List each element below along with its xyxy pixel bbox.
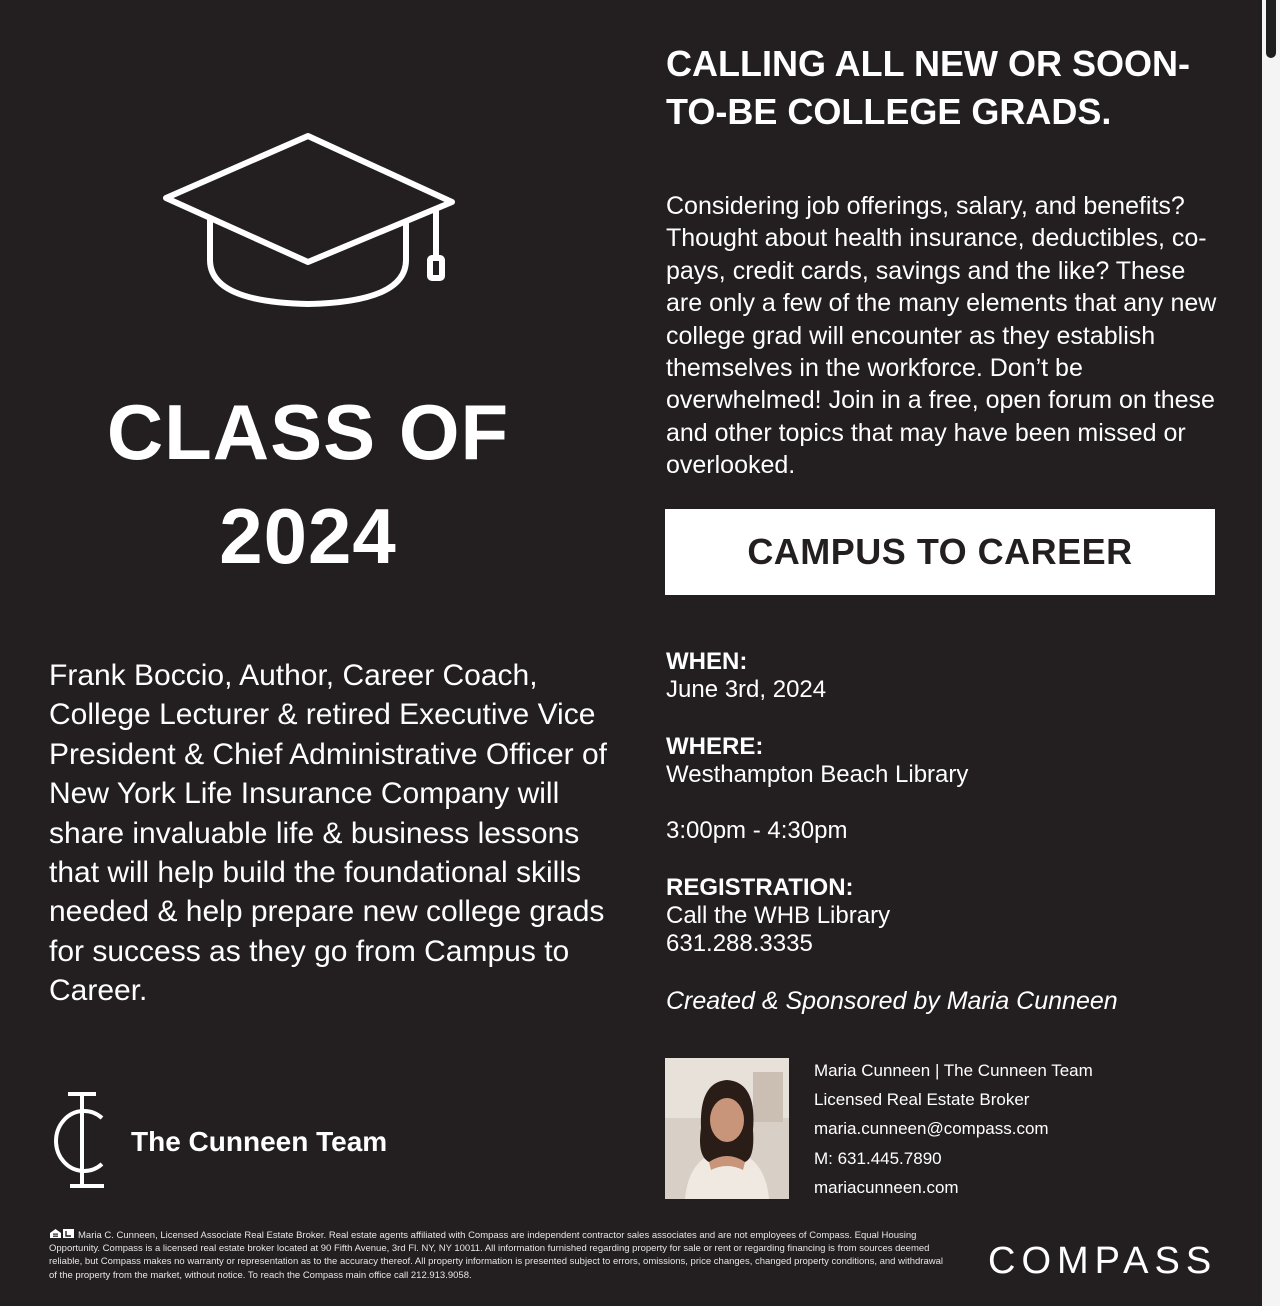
compass-logo: COMPASS	[988, 1240, 1218, 1282]
class-title-line1: CLASS OF	[106, 388, 510, 476]
contact-info	[814, 1056, 1214, 1202]
scrollbar-thumb[interactable]	[1266, 0, 1276, 58]
speaker-bio: Frank Boccio, Author, Career Coach, College Lecturer & retired Executive Vice President & Chief Administrative Officer of New York Life Insurance Company will share invaluable life & business lessons that will help build the foundational skills needed & help prepare new college grads for success as they go from Campus to Career.	[49, 659, 608, 1008]
registration-phone[interactable]: 631.288.3335	[666, 930, 813, 957]
registration-block	[666, 874, 1226, 958]
where-block	[666, 733, 1226, 789]
cunneen-team-logo-icon	[48, 1090, 110, 1192]
registration-instruction: Call the WHB Library	[666, 902, 891, 929]
intro-paragraph: Considering job offerings, salary, and benefits? Thought about health insurance, deductibles, co-pays, credit cards, savings and the like? These are only a few of the many elements that any new college grad will encounter as they establish themselves in the workforce. Don’t be overwhelmed! Join in a free, open forum on these and other topics that may have been missed or overlooked.	[666, 192, 1217, 480]
disclaimer-text: Maria C. Cunneen, Licensed Associate Real Estate Broker. Real estate agents affiliated with Compass are independent contractor sales associates and are not employees of Compass. Equal Housing Opportunity. Compass is a licensed real estate broker located at 90 Fifth Avenue, 3rd Fl. NY, NY 10011. All information furnished regarding property for sale or rent or regarding financing is from sources deemed reliable, but Compass makes no warranty or representation as to the accuracy thereof. All property information is presented subject to errors, omissions, price changes, changed property conditions, and withdrawal of the property from the market, without notice. To reach the Compass main office call 212.913.9058.	[49, 1230, 943, 1281]
when-label: WHEN:	[666, 648, 748, 675]
class-title-year: 2024	[219, 492, 397, 580]
team-name: The Cunneen Team	[131, 1126, 388, 1157]
when-block	[666, 648, 1226, 704]
graduation-cap-icon	[160, 130, 460, 315]
where-value: Westhampton Beach Library	[666, 761, 969, 788]
headline: CALLING ALL NEW OR SOON-TO-BE COLLEGE GRADS.	[666, 43, 1190, 132]
scrollbar[interactable]	[1262, 0, 1280, 1306]
sponsor-line: Created & Sponsored by Maria Cunneen	[666, 987, 1118, 1015]
contact-mobile[interactable]: M: 631.445.7890	[814, 1148, 942, 1168]
event-title-banner: CAMPUS TO CAREER	[665, 509, 1215, 595]
class-of-title	[40, 380, 576, 588]
contact-title: Licensed Real Estate Broker	[814, 1090, 1030, 1110]
contact-name-team: Maria Cunneen | The Cunneen Team	[814, 1061, 1093, 1080]
registration-label: REGISTRATION:	[666, 874, 854, 901]
contact-website-link[interactable]: mariacunneen.com	[814, 1177, 959, 1197]
agent-portrait	[665, 1058, 789, 1199]
where-label: WHERE:	[666, 733, 764, 760]
legal-disclaimer	[49, 1228, 949, 1282]
contact-email-link[interactable]: maria.cunneen@compass.com	[814, 1119, 1049, 1139]
equal-housing-icon	[49, 1228, 75, 1239]
when-value: June 3rd, 2024	[666, 676, 827, 703]
event-time: 3:00pm - 4:30pm	[666, 817, 848, 844]
